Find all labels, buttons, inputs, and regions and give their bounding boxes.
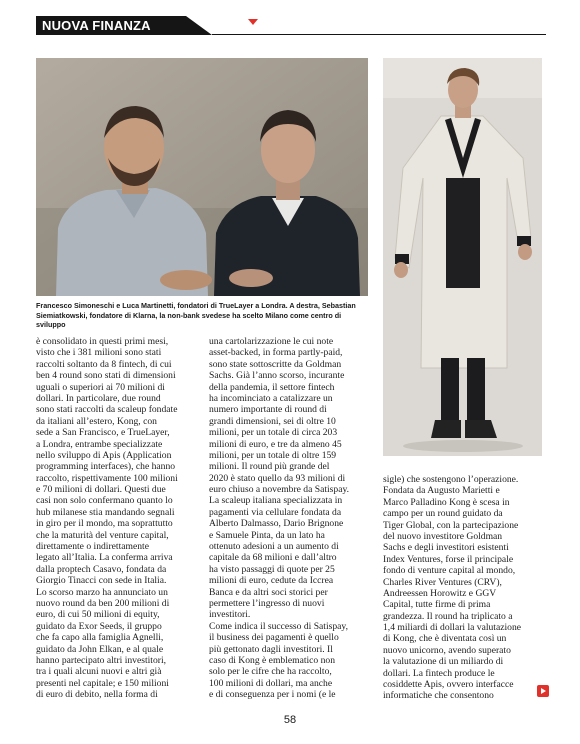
text-line: euro, di cui 50 milioni di equity, [36,609,160,621]
article-column-2 [209,336,377,701]
text-line: Index Ventures, forse il principale [383,553,514,565]
caption-line: Francesco Simoneschi e Luca Martinetti, fondatori di TrueLayer a Londra. A destra, Sebastian [36,301,356,310]
red-marker-icon [248,19,258,25]
text-line: guidato da Exor Seeds, il gruppo [36,620,162,632]
text-line: pagamenti via cellulare fondata da [209,506,342,518]
section-header [36,16,546,36]
text-line: raccolto, rispettivamente 100 milioni [36,472,178,484]
text-line: da italiani all’estero, Kong, con [36,415,157,427]
text-line: di euro di debito, nella forma di [36,689,158,701]
text-line: direttamente o indirettamente [36,541,149,553]
text-line: milioni di euro, cedute da Iccrea [209,575,334,587]
text-line: Charles River Ventures (CRV), [383,576,502,588]
text-line: milioni, per un totale di circa 203 [209,427,338,439]
page-number: 58 [283,714,297,726]
text-line: tra i quali alcuni nuovi e altri già [36,666,162,678]
text-line: in giro per il mondo, ma soprattutto [36,518,173,530]
man-in-coat-photo [383,58,542,456]
text-line: e Samuele Pinta, da un lato ha [209,529,325,541]
text-line: grandi dimensioni, sei di oltre 10 [209,415,336,427]
two-men-portrait-photo [36,58,368,296]
text-line: e 70 milioni di dollari. Questi due [36,484,166,496]
text-line: di Kong, che è diventata così un [383,633,507,645]
text-line: e di conseguenza per i nomi (e le [209,689,336,701]
text-line: asset-backed, in forma partly-paid, [209,347,343,359]
article-column-1 [36,336,204,701]
text-line: che la maturità del venture capital, [36,529,169,541]
text-line: programming interfaces), che hanno [36,461,176,473]
text-line: Andreessen Horowitz e GGV [383,587,497,599]
text-line: della pandemia, il settore fintech [209,381,335,393]
text-line: numero importante di round di [209,404,327,416]
text-line: sede a San Francisco, e TrueLayer, [36,427,170,439]
text-line: legato all’Italia. La conferma arriva [36,552,173,564]
man-in-coat-illustration [383,58,542,456]
article-column-3 [383,474,543,702]
text-line: La scaleup italiana specializzata in [209,495,343,507]
text-line: Capital, tutte firme di prima [383,599,491,611]
text-line: capitale da 68 milioni e dall’altro [209,552,337,564]
two-men-illustration [36,58,368,296]
text-line: guidato da John Elkan, e al quale [36,643,164,655]
text-line: del nuovo investitore Goldman [383,530,503,542]
text-line: milioni di euro, e tre da almeno 45 [209,438,342,450]
text-line: dollari. In particolare, due round [36,392,161,404]
text-line: uguali o superiori ai 70 milioni di [36,381,165,393]
text-line: fondo di venture capital al mondo, [383,565,516,577]
text-line: che fa capo alla famiglia Agnelli, [36,632,164,644]
text-line: 1,4 miliardi di dollari la valutazione [383,622,522,634]
text-line: a Londra, entrambe specializzate [36,438,163,450]
text-line: cosiddette Apis, ovvero interfacce [383,679,514,691]
text-line: visto che i 381 milioni sono stati [36,347,162,359]
text-line: hanno partecipato altri investitori, [36,654,167,666]
text-line: nello sviluppo di Apis (Application [36,449,172,461]
text-line: dalla proptech Casavo, fondata da [36,563,167,575]
text-line: Fondata da Augusto Marietti e [383,485,500,497]
text-line: nuovo unicorno, avendo superato [383,644,511,656]
section-label: NUOVA FINANZA [42,18,151,33]
text-line: ha visto passaggi di quote per 25 [209,563,335,575]
text-line: informatiche che consentono [383,690,494,702]
text-line: ha incominciato a catalizzare un [209,392,333,404]
text-line: sono stati raccolti da scaleup fondate [36,404,178,416]
text-line: nuovo round da ben 200 milioni di [36,597,170,609]
text-line: solo per le cifre che ha raccolto, [209,666,332,678]
continue-arrow-icon [537,685,549,697]
text-line: milioni. Il round più grande del [209,461,330,473]
text-line: Sachs e degli investitori esistenti [383,542,509,554]
text-line: grandezza. Il round ha triplicato a [383,610,513,622]
text-line: Giorgio Tinacci con sede in Italia. [36,575,167,587]
photo-caption [36,301,370,330]
text-line: milioni, per un totale di oltre 159 [209,449,337,461]
text-line: Alberto Dalmasso, Dario Brignone [209,518,344,530]
text-line: Tiger Global, con la partecipazione [383,519,519,531]
text-line: raccolti soltanto da 8 fintech, di cui [36,358,172,370]
text-line: ottenuto adesioni a un aumento di [209,541,339,553]
text-line: hub milanese stia mandando segnali [36,506,175,518]
text-line: Marco Palladino Kong è scesa in [383,496,510,508]
text-line: dollari. La fintech produce le [383,667,495,679]
section-rule [212,34,546,35]
text-line: casi non solo confermano quanto lo [36,495,173,507]
text-line: permettere l’ingresso di nuovi [209,597,325,609]
caption-line: Siemiatkowski, fondatore di Klarna, la non-bank svedese ha scelto Milano come centro di sviluppo [36,310,342,330]
text-line: investitori. [209,609,251,621]
text-line: Lo scorso marzo ha annunciato un [36,586,168,598]
text-line: il business dei pagamenti è quello [209,632,339,644]
text-line: Sachs. Già l’anno scorso, incurante [209,370,345,382]
text-line: 2020 è stato quello da 93 milioni di [209,472,346,484]
text-line: euro chiuso a novembre da Satispay. [209,484,350,496]
text-line: presenti nel capitale; e 150 milioni [36,677,169,689]
text-line: ben 4 round sono stati di dimensioni [36,370,176,382]
text-line: Banca e da altri soci storici per [209,586,328,598]
text-line: sono state sottoscritte da Goldman [209,358,342,370]
text-line: caso di Kong è emblematico non [209,654,336,666]
text-line: 100 milioni di dollari, ma anche [209,677,333,689]
text-line: è consolidato in questi primi mesi, [36,336,169,347]
text-line: più gettonato dagli investitori. Il [209,643,333,655]
text-line: sigle) che sostengono l’operazione. [383,474,519,485]
text-line: una cartolarizzazione le cui note [209,336,334,347]
text-line: Come indica il successo di Satispay, [209,620,348,632]
text-line: la valutazione di un miliardo di [383,656,504,668]
text-line: campo per un round guidato da [383,508,503,520]
